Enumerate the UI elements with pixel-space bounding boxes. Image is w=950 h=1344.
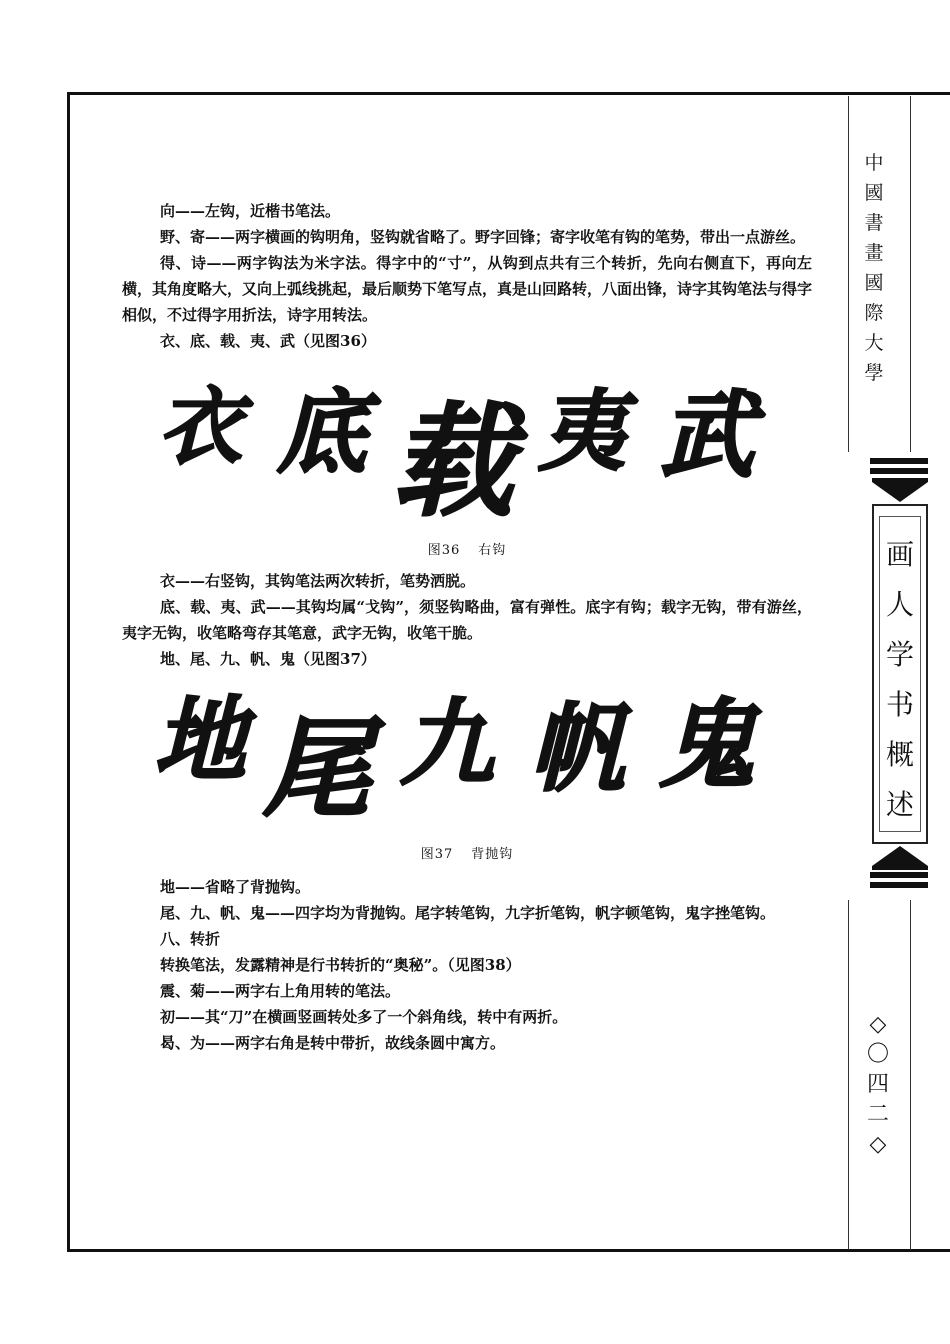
sidebar-rule-lower bbox=[848, 900, 849, 1250]
ornament-bar bbox=[870, 468, 928, 474]
calligraphy-char: 帆 bbox=[529, 692, 625, 805]
figure-36-caption bbox=[122, 538, 812, 564]
paragraph: 衣——右竖钩，其钩笔法两次转折，笔势洒脱。 bbox=[160, 572, 476, 590]
sidebar-rule-right-lower bbox=[910, 900, 911, 1250]
vertical-char: 學 bbox=[864, 362, 884, 384]
paragraph: 向——左钩，近楷书笔法。 bbox=[160, 202, 341, 220]
page-number bbox=[858, 1010, 898, 1160]
figure-36-calligraphy bbox=[122, 364, 812, 534]
vertical-char: 國 bbox=[864, 272, 884, 294]
vertical-char: 人 bbox=[885, 588, 914, 621]
vertical-char: 大 bbox=[864, 332, 884, 354]
calligraphy-char: 武 bbox=[659, 381, 755, 491]
university-name bbox=[856, 148, 892, 388]
vertical-char: 书 bbox=[885, 688, 914, 721]
paragraph: 衣、底、载、夷、武（见图36） bbox=[160, 332, 376, 350]
paragraph: 初——其“刀”在横画竖画转处多了一个斜角线，转中有两折。 bbox=[160, 1008, 568, 1026]
ornament-bottom bbox=[872, 846, 928, 870]
figure-37-caption bbox=[122, 842, 812, 868]
paragraph: 尾、九、帆、鬼——四字均为背抛钩。尾字转笔钩，九字折笔钩，帆字顿笔钩，鬼字挫笔钩。 bbox=[160, 904, 776, 922]
vertical-char: 書 bbox=[864, 212, 884, 234]
paragraph: 地——省略了背抛钩。 bbox=[160, 878, 311, 896]
ornament-bar bbox=[870, 458, 928, 464]
vertical-char: 際 bbox=[864, 302, 884, 324]
book-title-box bbox=[872, 504, 928, 844]
calligraphy-char: 九 bbox=[399, 689, 495, 799]
figure-36-label: 图36 bbox=[427, 543, 461, 558]
text-block-mid bbox=[122, 568, 812, 672]
calligraphy-char: 夷 bbox=[537, 379, 627, 483]
paragraph: 得、诗——两字钩法为米字法。得字中的“寸”，从钩到点共有三个转折，先向右侧直下，再向左横，其角度略大，又向上弧线挑起，最后顺势下笔写点，真是山回路转，八面出锋，诗字其钩笔法与得字相似，不过得字用折法，诗字用转法。 bbox=[122, 254, 813, 324]
paragraph: 曷、为——两字右角是转中带折，故线条圆中寓方。 bbox=[160, 1034, 506, 1052]
book-title bbox=[874, 530, 926, 830]
vertical-char: 述 bbox=[885, 788, 914, 821]
vertical-char: 画 bbox=[885, 538, 914, 571]
calligraphy-char: 衣 bbox=[157, 377, 243, 476]
sidebar-rule-right bbox=[910, 96, 911, 452]
calligraphy-char: 底 bbox=[277, 380, 367, 486]
paragraph: 野、寄——两字横画的钩明角，竖钩就省略了。野字回锋；寄字收笔有钩的笔势，带出一点游丝。 bbox=[160, 228, 806, 246]
figure-36-title: 右钩 bbox=[478, 543, 507, 558]
figure-37-title: 背抛钩 bbox=[471, 847, 514, 862]
text-block-bottom bbox=[122, 874, 812, 1056]
vertical-char: 國 bbox=[864, 182, 884, 204]
figure-37 bbox=[122, 678, 812, 868]
paragraph: 地、尾、九、帆、鬼（见图37） bbox=[160, 650, 376, 668]
figure-36 bbox=[122, 364, 812, 564]
vertical-char: 二 bbox=[866, 1102, 889, 1127]
ornament-bar bbox=[870, 882, 928, 888]
ornament-bar bbox=[870, 872, 928, 878]
vertical-char: 畫 bbox=[864, 242, 884, 264]
calligraphy-char: 地 bbox=[153, 686, 247, 794]
paragraph: 八、转折 bbox=[160, 930, 221, 948]
paragraph: 底、载、夷、武——其钩均属“戈钩”，须竖钩略曲，富有弹性。底字有钩；载字无钩，带有游丝，夷字无钩，收笔略弯存其笔意，武字无钩，收笔干脆。 bbox=[122, 598, 812, 642]
vertical-char: ◇ bbox=[869, 1012, 887, 1037]
vertical-char: 中 bbox=[864, 152, 884, 174]
calligraphy-char: 尾 bbox=[262, 706, 372, 832]
vertical-char: 〇 bbox=[866, 1042, 889, 1067]
paragraph: 转换笔法，发露精神是行书转折的“奥秘”。（见图38） bbox=[160, 956, 521, 974]
paragraph: 震、菊——两字右上角用转的笔法。 bbox=[160, 982, 401, 1000]
figure-37-calligraphy bbox=[122, 678, 812, 838]
ornament-top bbox=[872, 478, 928, 502]
vertical-char: 概 bbox=[885, 738, 914, 771]
text-block-top bbox=[122, 198, 812, 354]
main-text bbox=[122, 198, 812, 1056]
sidebar-rule bbox=[848, 96, 849, 452]
figure-37-label: 图37 bbox=[420, 847, 454, 862]
vertical-char: 学 bbox=[885, 638, 914, 671]
calligraphy-char: 载 bbox=[391, 389, 513, 533]
vertical-char: ◇ bbox=[869, 1132, 887, 1157]
vertical-char: 四 bbox=[866, 1072, 889, 1097]
calligraphy-char: 鬼 bbox=[659, 688, 755, 801]
